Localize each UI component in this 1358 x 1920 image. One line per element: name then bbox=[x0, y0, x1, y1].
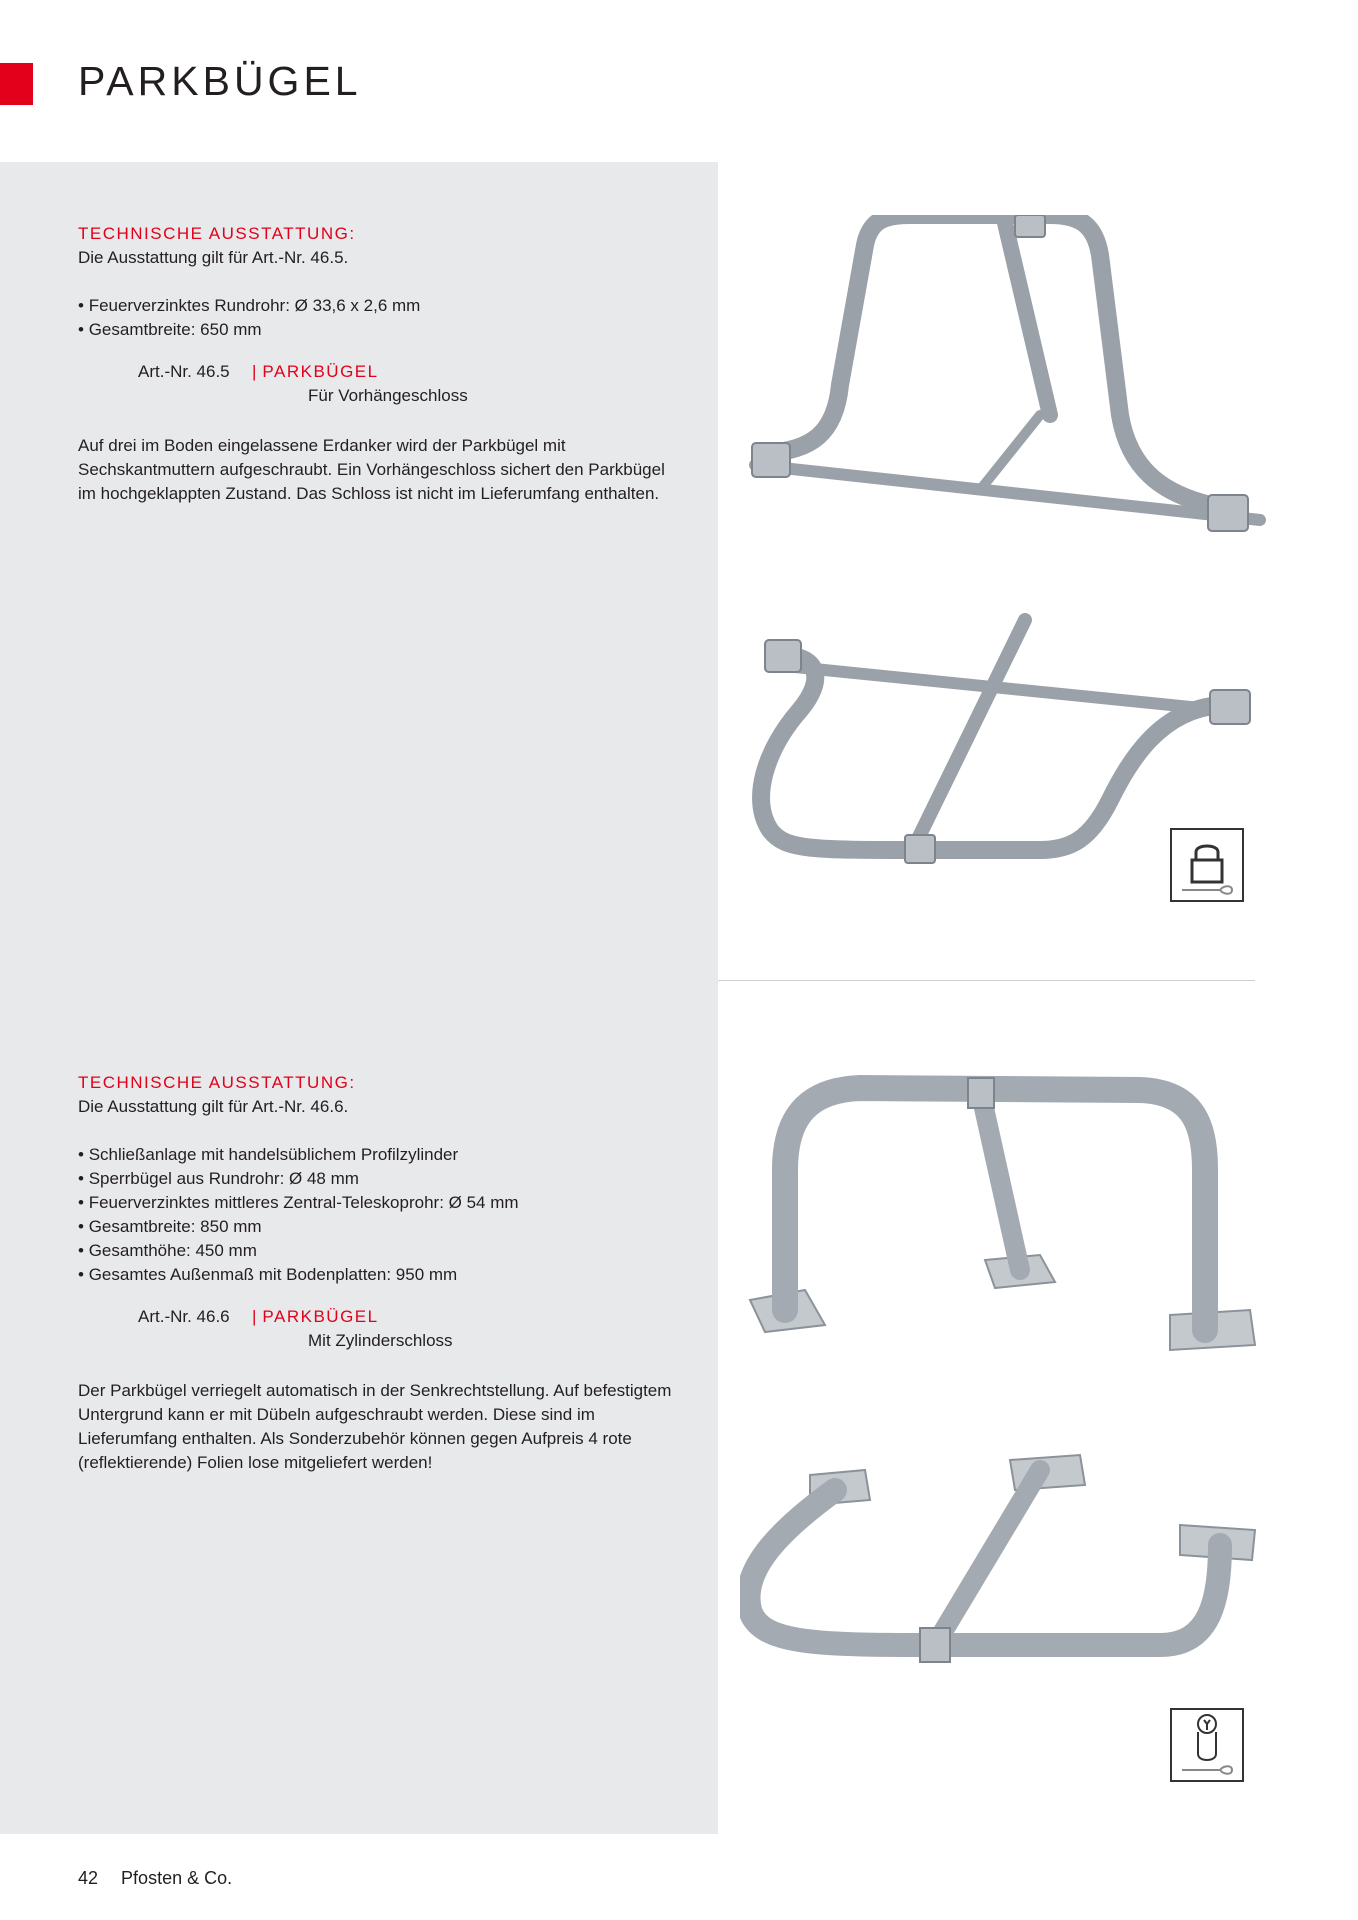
spec-list bbox=[78, 1143, 678, 1287]
article-name: PARKBÜGEL bbox=[262, 1307, 379, 1326]
section-intro: Die Ausstattung gilt für Art.-Nr. 46.5. bbox=[78, 248, 349, 267]
section-heading: TECHNISCHE AUSSTATTUNG: bbox=[78, 1073, 356, 1092]
section-intro: Die Ausstattung gilt für Art.-Nr. 46.6. bbox=[78, 1097, 349, 1116]
spec-item: • Gesamtbreite: 850 mm bbox=[78, 1215, 678, 1239]
section-heading: TECHNISCHE AUSSTATTUNG: bbox=[78, 224, 356, 243]
spec-item: • Gesamtbreite: 650 mm bbox=[78, 318, 678, 342]
page-title: PARKBÜGEL bbox=[78, 58, 362, 104]
cylinder-lock-icon bbox=[1170, 1708, 1244, 1782]
article-label bbox=[138, 1305, 678, 1353]
section-46-6 bbox=[78, 1071, 678, 1475]
footer-brand: Pfosten & Co. bbox=[121, 1868, 233, 1888]
article-number: Art.-Nr. 46.6 bbox=[138, 1307, 230, 1326]
article-subtitle: Für Vorhängeschloss bbox=[308, 386, 468, 405]
spec-item: • Gesamthöhe: 450 mm bbox=[78, 1239, 678, 1263]
article-separator: | bbox=[252, 362, 257, 381]
spec-item: • Gesamtes Außenmaß mit Bodenplatten: 950 mm bbox=[78, 1263, 678, 1287]
parkbuegel-46-5-upright-photo bbox=[740, 215, 1270, 540]
spec-item: • Feuerverzinktes Rundrohr: Ø 33,6 x 2,6 mm bbox=[78, 294, 678, 318]
article-separator: | bbox=[252, 1307, 257, 1326]
article-subtitle: Mit Zylinderschloss bbox=[308, 1331, 453, 1350]
page-number: 42 bbox=[78, 1868, 99, 1888]
spec-item: • Schließanlage mit handelsüblichem Profilzylinder bbox=[78, 1143, 678, 1167]
parkbuegel-46-6-folded-photo bbox=[740, 1450, 1270, 1750]
article-number: Art.-Nr. 46.5 bbox=[138, 362, 230, 381]
padlock-icon bbox=[1170, 828, 1244, 902]
product-description: Der Parkbügel verriegelt automatisch in der Senkrechtstellung. Auf befestigtem Untergrund kann er mit Dübeln aufgeschraubt werden. Diese sind im Lieferumfang enthalten. Als Sonderzubehör können gegen Aufpreis 4 rote (reflektierende) Folien lose mitgeliefert werden! bbox=[78, 1381, 672, 1472]
product-description: Auf drei im Boden eingelassene Erdanker wird der Parkbügel mit Sechskantmuttern aufgeschraubt. Ein Vorhängeschloss sichert den Parkbügel im hochgeklappten Zustand. Das Schloss ist nicht im Lieferumfang enthalten. bbox=[78, 436, 665, 503]
parkbuegel-46-6-upright-photo bbox=[740, 1060, 1270, 1360]
article-label bbox=[138, 360, 678, 408]
spec-list bbox=[78, 294, 678, 342]
article-name: PARKBÜGEL bbox=[262, 362, 379, 381]
section-46-5 bbox=[78, 222, 678, 506]
spec-item: • Sperrbügel aus Rundrohr: Ø 48 mm bbox=[78, 1167, 678, 1191]
spec-item: • Feuerverzinktes mittleres Zentral-Teleskoprohr: Ø 54 mm bbox=[78, 1191, 678, 1215]
section-divider bbox=[718, 980, 1255, 981]
red-accent-square bbox=[0, 63, 33, 105]
page-footer bbox=[78, 1868, 232, 1889]
